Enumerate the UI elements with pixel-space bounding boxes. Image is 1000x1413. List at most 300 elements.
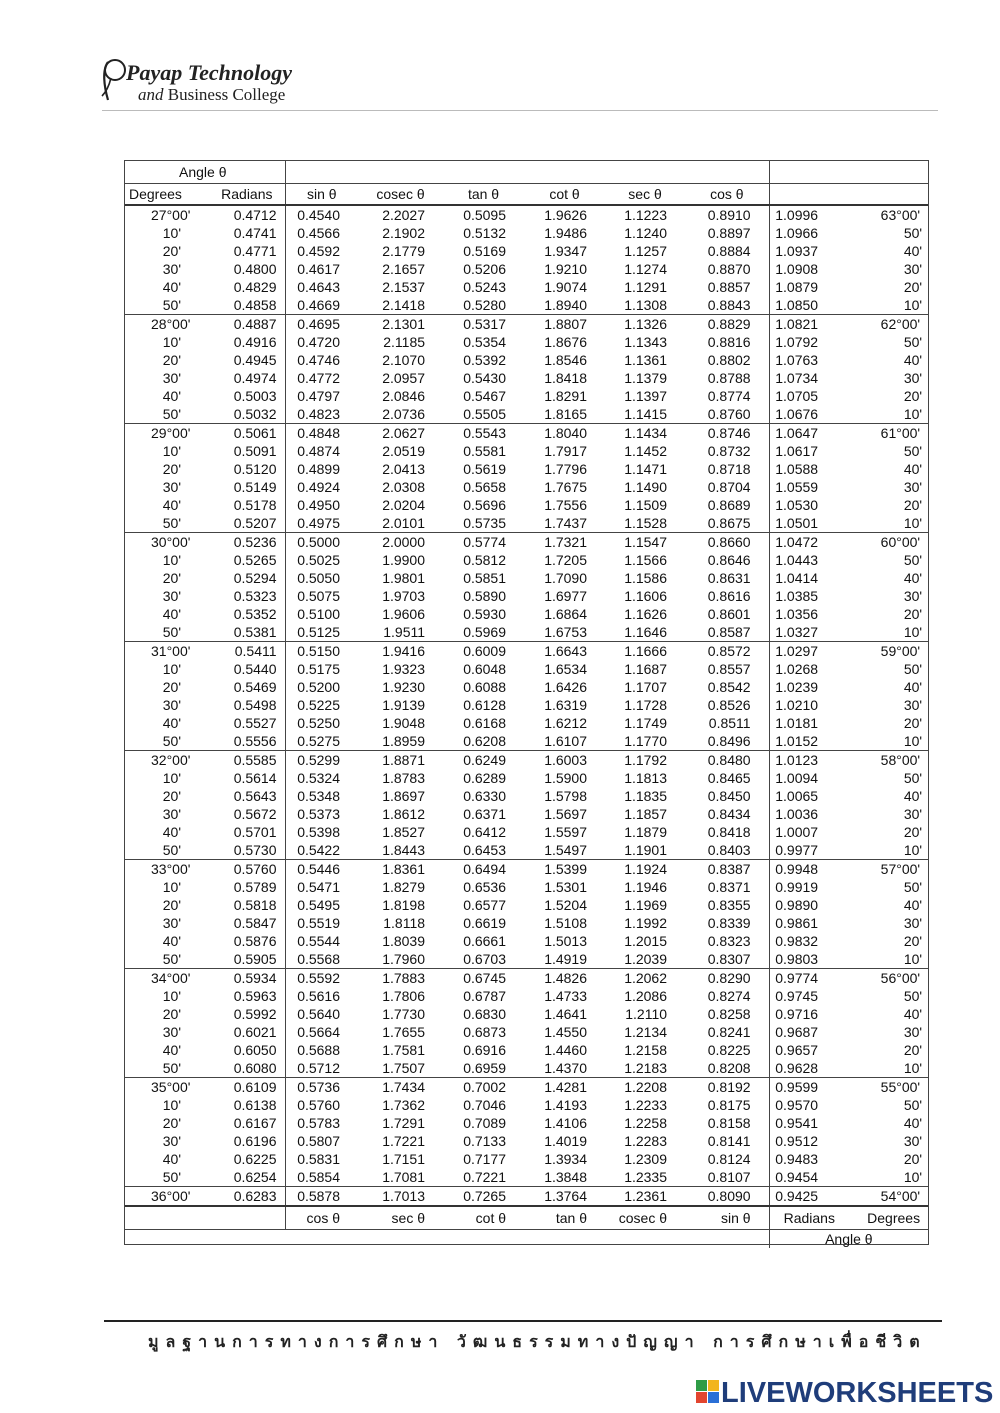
table-row — [125, 787, 928, 805]
table-cell: 0.8587 — [685, 623, 769, 642]
table-cell: 40' — [903, 352, 923, 368]
table-cell: 1.1379 — [624, 370, 668, 386]
table-cell: 1.0356 — [775, 606, 819, 622]
table-cell: 0.5664 — [297, 1024, 341, 1040]
table-cell: 0.5992 — [215, 1005, 285, 1023]
table-cell: 1.8807 — [524, 315, 605, 334]
table-cell: 40' — [162, 606, 181, 622]
table-cell: 0.6249 — [443, 751, 524, 770]
table-cell: 1.7960 — [382, 951, 426, 967]
table-cell: 0.8090 — [685, 1187, 769, 1207]
table-cell: 20' — [903, 606, 923, 622]
table-cell: 1.2015 — [624, 933, 668, 949]
table-cell: 0.6959 — [463, 1060, 507, 1076]
table-cell: 0.8910 — [685, 205, 769, 224]
table-cell: 0.5934 — [215, 969, 285, 988]
table-cell: 50' — [162, 297, 181, 313]
table-cell: 1.0472 — [769, 533, 846, 552]
table-cell: 1.4281 — [524, 1078, 605, 1097]
table-cell: 1.1901 — [624, 842, 668, 858]
table-cell: 0.5640 — [297, 1006, 341, 1022]
table-cell: 30' — [162, 915, 181, 931]
table-cell: 0.5876 — [215, 932, 285, 950]
table-cell: 50' — [903, 225, 923, 241]
table-cell: 1.4370 — [544, 1060, 588, 1076]
table-row — [125, 1096, 928, 1114]
table-cell: 0.5467 — [463, 388, 507, 404]
table-cell: 0.5430 — [463, 370, 507, 386]
table-cell: 0.4945 — [215, 351, 285, 369]
table-cell: 10' — [903, 733, 923, 749]
table-cell: 0.5200 — [297, 679, 341, 695]
table-cell: 0.9890 — [775, 897, 819, 913]
table-cell: 0.5398 — [297, 824, 341, 840]
table-cell: 0.7133 — [463, 1133, 507, 1149]
table-row — [125, 605, 928, 623]
table-cell: 1.5399 — [524, 860, 605, 879]
table-cell: 20' — [162, 679, 181, 695]
angle-header-row — [125, 161, 928, 184]
table-row — [125, 987, 928, 1005]
table-cell: 40' — [903, 679, 923, 695]
table-cell: 1.7221 — [382, 1133, 426, 1149]
table-cell: 40' — [162, 933, 181, 949]
table-cell: 50' — [162, 515, 181, 531]
table-cell: 1.0530 — [775, 497, 819, 513]
table-cell: 0.6283 — [215, 1187, 285, 1207]
table-cell: 40' — [903, 788, 923, 804]
table-cell: 1.6212 — [544, 715, 588, 731]
table-cell: 1.1813 — [624, 770, 668, 786]
table-row — [125, 587, 928, 605]
table-cell: 56°00' — [846, 969, 928, 988]
table-cell: 0.4823 — [297, 406, 341, 422]
table-cell: 1.1728 — [624, 697, 668, 713]
table-row — [125, 660, 928, 678]
table-cell: 0.5265 — [215, 551, 285, 569]
table-cell: 1.8291 — [544, 388, 588, 404]
col-header-sin: sin θ — [285, 184, 358, 206]
table-cell: 1.1586 — [624, 570, 668, 586]
table-cell: 20' — [903, 715, 923, 731]
angle-header-spacer-right — [769, 161, 928, 184]
table-row — [125, 732, 928, 751]
table-cell: 1.7655 — [382, 1024, 426, 1040]
table-cell: 0.8158 — [685, 1114, 769, 1132]
table-cell: 0.4592 — [297, 243, 341, 259]
table-cell: 1.5204 — [544, 897, 588, 913]
table-cell: 1.8118 — [383, 915, 426, 931]
table-cell: 1.1471 — [624, 461, 668, 477]
table-row — [125, 1150, 928, 1168]
table-cell: 40' — [903, 461, 923, 477]
table-row — [125, 1005, 928, 1023]
table-cell: 2.0413 — [382, 461, 426, 477]
table-cell: 40' — [903, 1006, 923, 1022]
table-cell: 0.4566 — [297, 225, 341, 241]
table-cell: 0.6787 — [463, 988, 507, 1004]
table-cell: 0.4950 — [297, 497, 341, 513]
table-cell: 10' — [162, 334, 181, 350]
table-cell: 50' — [162, 842, 181, 858]
table-cell: 0.5381 — [215, 623, 285, 642]
table-cell: 0.6167 — [215, 1114, 285, 1132]
table-row — [125, 478, 928, 496]
table-cell: 1.9486 — [544, 225, 588, 241]
table-cell: 1.8198 — [382, 897, 426, 913]
table-cell: 0.6916 — [463, 1042, 507, 1058]
table-cell: 1.9511 — [383, 624, 426, 640]
footer-header-sin: sin θ — [685, 1206, 769, 1230]
table-cell: 1.1792 — [605, 751, 685, 770]
table-cell: 0.4848 — [285, 424, 358, 443]
table-cell: 10' — [162, 225, 181, 241]
table-cell: 63°00' — [846, 205, 928, 224]
table-row — [125, 1023, 928, 1041]
table-cell: 0.5095 — [443, 205, 524, 224]
table-cell: 0.4720 — [297, 334, 341, 350]
col-header-cosec: cosec θ — [358, 184, 443, 206]
table-cell: 0.8897 — [685, 224, 769, 242]
table-cell: 40' — [162, 279, 181, 295]
table-cell: 2.1779 — [382, 243, 426, 259]
table-cell: 0.5150 — [285, 642, 358, 661]
table-cell: 1.8940 — [544, 297, 588, 313]
table-cell: 1.0210 — [775, 697, 819, 713]
table-cell: 30' — [903, 1133, 923, 1149]
angle-header-spacer — [285, 161, 769, 184]
table-cell: 27°00' — [125, 205, 215, 224]
table-cell: 0.5178 — [215, 496, 285, 514]
table-cell: 0.5422 — [297, 842, 341, 858]
table-cell: 1.7434 — [358, 1078, 443, 1097]
table-cell: 1.1291 — [624, 279, 668, 295]
table-cell: 0.5373 — [297, 806, 341, 822]
table-cell: 1.5697 — [544, 806, 588, 822]
table-cell: 28°00' — [125, 315, 215, 334]
footer-header-sec: sec θ — [358, 1206, 443, 1230]
table-cell: 0.5963 — [215, 987, 285, 1005]
table-cell: 20' — [903, 933, 923, 949]
table-cell: 0.5132 — [463, 225, 507, 241]
table-row — [125, 1132, 928, 1150]
table-cell: 1.4550 — [544, 1024, 588, 1040]
table-cell: 0.6494 — [443, 860, 524, 879]
table-cell: 1.9606 — [382, 606, 426, 622]
table-cell: 0.5075 — [297, 588, 341, 604]
table-cell: 1.1857 — [624, 806, 668, 822]
table-cell: 1.2335 — [624, 1169, 668, 1185]
table-cell: 0.4858 — [215, 296, 285, 315]
col-header-cot: cot θ — [524, 184, 605, 206]
table-cell: 0.6048 — [463, 661, 507, 677]
table-cell: 0.6109 — [215, 1078, 285, 1097]
table-cell: 20' — [162, 352, 181, 368]
logo-square — [696, 1392, 707, 1403]
table-cell: 0.5701 — [215, 823, 285, 841]
table-cell: 1.2208 — [605, 1078, 685, 1097]
table-cell: 20' — [903, 1151, 923, 1167]
table-cell: 20' — [162, 1115, 181, 1131]
table-cell: 0.8480 — [685, 751, 769, 770]
table-cell: 0.8274 — [685, 987, 769, 1005]
table-cell: 0.9512 — [775, 1133, 819, 1149]
table-cell: 0.7046 — [463, 1097, 507, 1113]
table-cell: 1.0123 — [769, 751, 846, 770]
table-cell: 1.1528 — [624, 515, 668, 531]
table-cell: 20' — [162, 897, 181, 913]
table-cell: 1.5798 — [544, 788, 588, 804]
column-header-row — [125, 184, 928, 206]
footer-divider — [104, 1320, 942, 1322]
table-cell: 40' — [903, 897, 923, 913]
table-row — [125, 623, 928, 642]
table-cell: 0.5440 — [215, 660, 285, 678]
table-cell: 30' — [162, 697, 181, 713]
table-cell: 0.8601 — [685, 605, 769, 623]
table-cell: 0.8774 — [685, 387, 769, 405]
table-cell: 1.9416 — [358, 642, 443, 661]
table-cell: 0.9483 — [775, 1151, 819, 1167]
table-row — [125, 369, 928, 387]
table-row — [125, 351, 928, 369]
table-cell: 54°00' — [846, 1187, 928, 1207]
table-cell: 0.5348 — [297, 788, 341, 804]
footer-header-radians: Radians — [769, 1206, 846, 1230]
table-cell: 10' — [903, 1169, 923, 1185]
table-cell: 0.5696 — [463, 497, 507, 513]
col-header-cos: cos θ — [685, 184, 769, 206]
table-cell: 30' — [162, 479, 181, 495]
table-cell: 1.4193 — [544, 1097, 588, 1113]
table-cell: 0.4797 — [297, 388, 341, 404]
table-row — [125, 260, 928, 278]
table-cell: 1.3848 — [544, 1169, 588, 1185]
table-cell: 0.5050 — [297, 570, 341, 586]
table-cell: 0.4975 — [297, 515, 341, 531]
table-cell: 0.8829 — [685, 315, 769, 334]
table-cell: 50' — [903, 988, 923, 1004]
table-cell: 1.1240 — [624, 225, 668, 241]
table-cell: 0.5730 — [215, 841, 285, 860]
table-cell: 0.5505 — [463, 406, 507, 422]
table-cell: 1.0996 — [769, 205, 846, 224]
table-cell: 20' — [903, 388, 923, 404]
table-cell: 0.8542 — [685, 678, 769, 696]
table-cell: 33°00' — [125, 860, 215, 879]
table-cell: 1.0385 — [775, 588, 819, 604]
table-cell: 30' — [903, 1024, 923, 1040]
table-cell: 0.8323 — [685, 932, 769, 950]
table-cell: 0.8526 — [685, 696, 769, 714]
table-cell: 0.6225 — [215, 1150, 285, 1168]
table-cell: 2.0000 — [358, 533, 443, 552]
logo-square — [696, 1380, 707, 1391]
table-row — [125, 1059, 928, 1078]
table-cell: 1.5301 — [544, 879, 588, 895]
table-row — [125, 823, 928, 841]
table-cell: 0.5616 — [297, 988, 341, 1004]
table-cell: 1.8783 — [382, 770, 426, 786]
table-cell: 34°00' — [125, 969, 215, 988]
table-cell: 1.4826 — [524, 969, 605, 988]
table-cell: 1.1452 — [624, 443, 668, 459]
table-cell: 0.5688 — [297, 1042, 341, 1058]
table-cell: 0.5544 — [297, 933, 341, 949]
table-cell: 1.8418 — [544, 370, 588, 386]
table-cell: 0.8646 — [685, 551, 769, 569]
table-cell: 0.8616 — [685, 587, 769, 605]
table-cell: 30' — [903, 806, 923, 822]
table-cell: 0.5847 — [215, 914, 285, 932]
table-cell: 0.6168 — [463, 715, 507, 731]
table-cell: 60°00' — [846, 533, 928, 552]
table-row — [125, 296, 928, 315]
college-subtitle — [138, 85, 285, 105]
table-cell: 0.5471 — [297, 879, 341, 895]
table-cell: 40' — [162, 715, 181, 731]
table-cell: 1.9230 — [382, 679, 426, 695]
table-cell: 1.0559 — [775, 479, 819, 495]
col-header-blank-b — [846, 184, 928, 206]
table-cell: 1.7581 — [382, 1042, 426, 1058]
table-cell: 0.6453 — [463, 842, 507, 858]
table-cell: 0.5207 — [215, 514, 285, 533]
table-cell: 1.1509 — [624, 497, 668, 513]
logo-square — [708, 1380, 719, 1391]
table-cell: 0.5446 — [285, 860, 358, 879]
table-cell: 1.0239 — [775, 679, 819, 695]
table-cell: 0.8241 — [685, 1023, 769, 1041]
table-cell: 0.6873 — [463, 1024, 507, 1040]
table-cell: 0.8760 — [685, 405, 769, 424]
table-cell: 1.7362 — [382, 1097, 426, 1113]
table-cell: 1.1946 — [624, 879, 668, 895]
table-row — [125, 969, 928, 988]
table-cell: 1.2283 — [624, 1133, 668, 1149]
table-cell: 1.7081 — [382, 1169, 426, 1185]
table-cell: 1.6426 — [544, 679, 588, 695]
table-row — [125, 696, 928, 714]
table-cell: 1.7291 — [382, 1115, 426, 1131]
table-cell: 0.9570 — [775, 1097, 819, 1113]
table-cell: 1.1687 — [624, 661, 668, 677]
table-cell: 0.6021 — [215, 1023, 285, 1041]
table-cell: 0.7089 — [463, 1115, 507, 1131]
table-cell: 1.8361 — [358, 860, 443, 879]
logo-square — [708, 1392, 719, 1403]
table-cell: 0.8355 — [685, 896, 769, 914]
table-cell: 0.5061 — [215, 424, 285, 443]
table-cell: 1.0152 — [775, 733, 819, 749]
table-cell: 0.8434 — [685, 805, 769, 823]
table-cell: 0.6830 — [463, 1006, 507, 1022]
table-cell: 0.9977 — [775, 842, 819, 858]
table-cell: 0.5851 — [463, 570, 507, 586]
table-cell: 1.1415 — [624, 406, 668, 422]
table-cell: 1.6643 — [524, 642, 605, 661]
table-cell: 1.2233 — [624, 1097, 668, 1113]
table-cell: 1.7556 — [544, 497, 588, 513]
table-cell: 0.9454 — [775, 1169, 819, 1185]
table-cell: 1.0268 — [775, 661, 819, 677]
table-cell: 0.6577 — [463, 897, 507, 913]
table-cell: 1.7675 — [544, 479, 588, 495]
table-cell: 1.8040 — [524, 424, 605, 443]
table-cell: 1.5497 — [544, 842, 588, 858]
table-cell: 0.9919 — [775, 879, 819, 895]
table-cell: 2.2027 — [358, 205, 443, 224]
table-row — [125, 678, 928, 696]
table-cell: 2.0736 — [382, 406, 426, 422]
table-cell: 0.8496 — [685, 732, 769, 751]
table-cell: 0.5411 — [215, 642, 285, 661]
table-cell: 1.1361 — [624, 352, 668, 368]
table-row — [125, 1187, 928, 1207]
table-cell: 1.9048 — [382, 715, 426, 731]
table-cell: 10' — [162, 770, 181, 786]
table-cell: 0.5175 — [297, 661, 341, 677]
table-cell: 0.8290 — [685, 969, 769, 988]
table-cell: 1.0676 — [775, 406, 819, 422]
table-cell: 0.4643 — [297, 279, 341, 295]
table-cell: 1.5900 — [544, 770, 588, 786]
table-cell: 1.4641 — [544, 1006, 588, 1022]
table-cell: 1.8612 — [382, 806, 426, 822]
table-cell: 0.4772 — [297, 370, 341, 386]
table-cell: 0.6745 — [443, 969, 524, 988]
table-cell: 0.8107 — [685, 1168, 769, 1187]
table-cell: 30' — [162, 1024, 181, 1040]
table-row — [125, 1168, 928, 1187]
table-cell: 55°00' — [846, 1078, 928, 1097]
table-cell: 30°00' — [125, 533, 215, 552]
table-cell: 10' — [903, 297, 923, 313]
table-cell: 0.4771 — [215, 242, 285, 260]
table-cell: 0.5120 — [215, 460, 285, 478]
table-cell: 57°00' — [846, 860, 928, 879]
table-cell: 0.4916 — [215, 333, 285, 351]
table-cell: 1.8039 — [382, 933, 426, 949]
table-cell: 50' — [162, 1169, 181, 1185]
table-cell: 1.1924 — [605, 860, 685, 879]
table-cell: 1.4019 — [544, 1133, 588, 1149]
table-cell: 30' — [162, 588, 181, 604]
table-row — [125, 1114, 928, 1132]
table-cell: 0.6050 — [215, 1041, 285, 1059]
table-cell: 0.8511 — [685, 714, 769, 732]
table-cell: 2.0957 — [382, 370, 426, 386]
table-cell: 0.5527 — [215, 714, 285, 732]
table-cell: 1.7013 — [358, 1187, 443, 1207]
table-cell: 0.5672 — [215, 805, 285, 823]
table-cell: 1.0937 — [775, 243, 819, 259]
table-cell: 0.8718 — [685, 460, 769, 478]
liveworksheets-wordmark: LIVEWORKSHEETS — [721, 1377, 994, 1409]
table-cell: 10' — [162, 988, 181, 1004]
footer-angle-spacer — [125, 1230, 769, 1249]
table-cell: 0.5025 — [297, 552, 341, 568]
table-cell: 1.4106 — [544, 1115, 588, 1131]
table-cell: 0.8631 — [685, 569, 769, 587]
table-cell: 0.5568 — [297, 951, 341, 967]
table-cell: 1.1274 — [624, 261, 668, 277]
table-row — [125, 769, 928, 787]
table-row — [125, 569, 928, 587]
footer-header-cosec: cosec θ — [605, 1206, 685, 1230]
table-cell: 0.8387 — [685, 860, 769, 879]
table-cell: 0.5000 — [285, 533, 358, 552]
